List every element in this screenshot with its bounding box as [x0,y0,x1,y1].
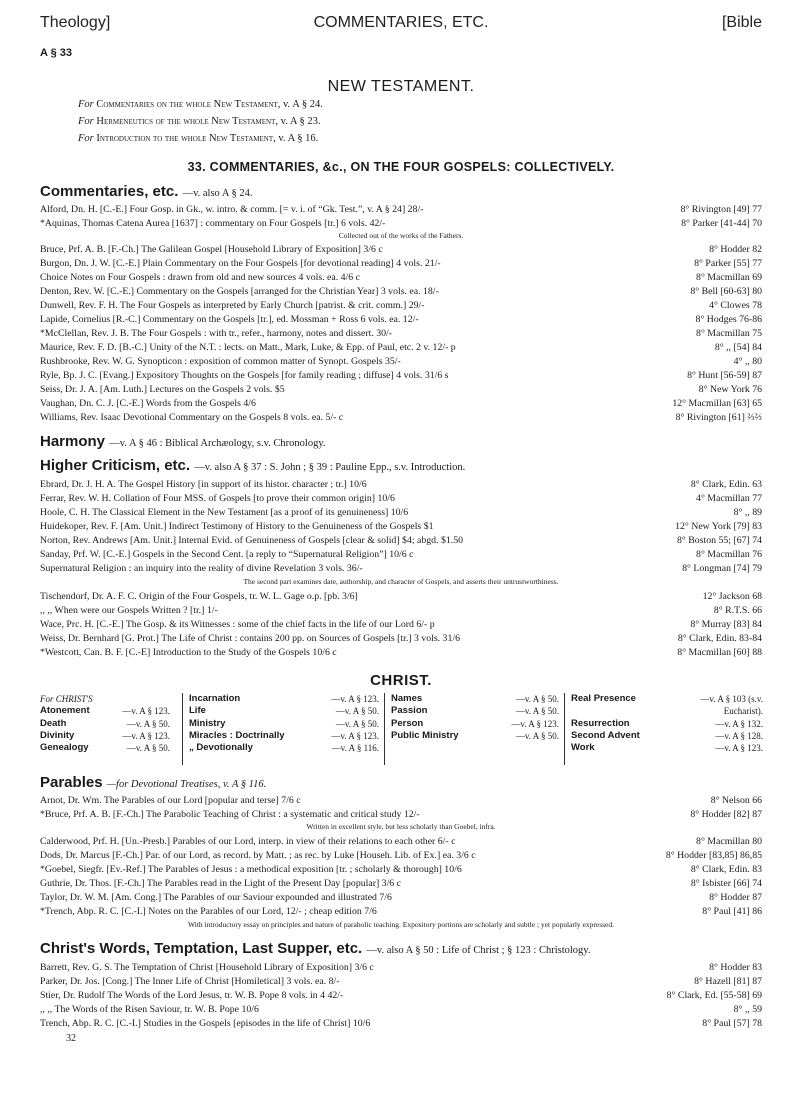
entry-row [40,961,762,975]
entry-text: Calderwood, Prf. H. [Un.-Presb.] Parables of our Lord, interp. in view of their relations to each other 6/- c [40,836,456,847]
catalogue-page [40,0,762,1120]
entry-row [40,369,762,383]
topic: Divinity [40,729,75,741]
grid-entry [571,730,763,742]
topic: Second Advent [571,729,640,741]
entry-text: Supernatural Religion : an inquiry into the reality of divine Revelation 3 vols. 36/- [40,563,363,574]
topic: Atonement [40,705,90,717]
entry-publisher: 8° Clark, Edin. 83-84 [677,633,762,644]
xref-text: Commentaries on the whole New Testament, [96,99,281,110]
xref-text: Hermeneutics of the whole New Testament, [96,116,278,127]
entry-row [40,618,762,632]
entry-publisher: 8° Rivington [49] 77 [680,204,762,215]
xref-prefix: For [78,116,94,127]
grid-entry [391,718,559,730]
entry-text: Weiss, Dr. Bernhard [G. Prot.] The Life of Christ : contains 200 pp. on Sources of Gospels [tr.] 3 vols. 31/6 [40,633,460,644]
commentaries-heading [40,183,252,200]
higher-criticism-heading [40,457,465,474]
entry-text: Alford, Dn. H. [C.-E.] Four Gosp. in Gk., w. intro. & comm. [= v. i. of “Gk. Test.”, v. A § 24] 28/- [40,204,424,215]
entry-row [40,905,762,919]
entry-row [40,835,762,849]
entry-publisher: 8° New York 76 [698,384,762,395]
entry-text: Arnot, Dr. Wm. The Parables of our Lord [popular and terse] 7/6 c [40,795,301,806]
entry-row [40,877,762,891]
entry-publisher: 8° Parker [55] 77 [694,258,762,269]
entry-text: Bruce, Prf. A. B. [F.-Ch.] The Galilean Gospel [Household Library of Exposition] 3/6 c [40,244,383,255]
entry-publisher: 8° Boston 55; [67] 74 [676,535,762,546]
topic-ref: —v. A § 123. [331,730,379,741]
entry-text: Sanday, Prf. W. [C.-E.] Gospels in the Second Cent. [a reply to “Supernatural Religion”] 10/6 c [40,549,414,560]
entry-text: Huidekoper, Rev. F. [Am. Unit.] Indirect Testimony of History to the Genuineness of the Gospels $1 [40,521,434,532]
entry-row [40,257,762,271]
heading-text: Higher Criticism, etc. [40,457,191,474]
christ-crossref-grid [40,693,762,765]
entry-publisher: 8° Hazell [81] 87 [694,976,762,987]
annotation-note: With introductory essay on principles and nature of parabolic teaching. Expository portions are scholarly and subtle ; yet popularly expressed. [187,920,615,929]
entry-row [40,383,762,397]
harmony-heading [40,433,326,450]
entry-text: *Trench, Abp. R. C. [C.-I.] Notes on the Parables of our Lord, 12/- ; cheap edition 7/6 [40,906,377,917]
header-center: COMMENTARIES, ETC. [313,14,489,31]
topic: Names [391,693,423,704]
entry-text: Ebrard, Dr. J. H. A. The Gospel History [in support of its histor. character ; tr.] 10/6 [40,479,367,490]
entry-row [40,1003,762,1017]
entry-row [40,355,762,369]
topic: Real Presence [571,693,636,704]
grid-entry [391,693,559,705]
entry-publisher: 8° Clark, Ed. [55-58] 69 [666,990,762,1001]
entry-row [40,646,762,660]
entry-row [40,299,762,313]
xref-text: Introduction to the whole New Testament, [96,133,276,144]
entry-row [40,411,762,425]
entry-row [40,989,762,1003]
grid-entry [189,742,379,754]
entry-row [40,492,762,506]
entry-text: Lapide, Cornelius [R.-C.] Commentary on the Gospels [tr.], ed. Mossman + Ross 6 vols. ea. 12/- [40,314,419,325]
topic: Public Ministry [391,729,459,741]
entry-text: *McClellan, Rev. J. B. The Four Gospels : with tr., refer., harmony, notes and dissert. 30/- [40,328,393,339]
topic: Life [189,705,206,717]
grid-entry [391,705,559,717]
entry-row [40,534,762,548]
entry-text: Wace, Prc. H. [C.-E.] The Gosp. & its Witnesses : some of the chief facts in the life of our Lord 6/- p [40,619,435,630]
parables-heading [40,774,266,791]
topic-ref: —v. A § 128. [715,730,763,741]
entry-row [40,794,762,808]
grid-column [384,693,559,765]
entry-publisher: 8° Rivington [61] ⅔⅔ [675,412,762,423]
entry-publisher: 8° Paul [57] 78 [702,1018,762,1029]
entry-text: *Westcott, Can. B. F. [C.-E] Introduction to the Study of the Gospels 10/6 c [40,647,337,658]
entry-text: Denton, Rev. W. [C.-E.] Commentary on the Gospels [arranged for the Christian Year] 3 vols. ea. 18/- [40,286,439,297]
entry-publisher: 8° R.T.S. 66 [713,605,762,616]
entry-row [40,975,762,989]
heading-ref: —v. also A § 24. [182,188,253,199]
entry-text: Parker, Dr. Jos. [Cong.] The Inner Life of Christ [Homiletical] 3 vols. ea. 8/- [40,976,340,987]
grid-entry [189,705,379,717]
entry-row [40,863,762,877]
entry-publisher: 8° ,, 89 [733,507,762,518]
entry-text: Rushbrooke, Rev. W. G. Synopticon : exposition of common matter of Synopt. Gospels 35/- [40,356,401,367]
xref-prefix: For [78,99,94,110]
entry-publisher: 12° Jackson 68 [702,591,762,602]
entry-text: Norton, Rev. Andrews [Am. Unit.] Internal Evid. of Genuineness of Gospels [clear & solid] $4; abgd. $1.50 [40,535,463,546]
xref-target: v. A § 23. [280,116,321,127]
entry-text: ,, ,, The Words of the Risen Saviour, tr. W. B. Pope 10/6 [40,1004,259,1015]
entry-row [40,506,762,520]
entry-row [40,341,762,355]
entry-text: Dunwell, Rev. F. H. The Four Gospels as interpreted by Early Church [patrist. & crit. comm.] 29/- [40,300,425,311]
running-header [40,14,762,36]
page-number: 32 [66,1033,76,1044]
entry-publisher: 8° Hodder 87 [709,892,762,903]
grid-entry [189,718,379,730]
entry-publisher: 8° ,, [54] 84 [714,342,762,353]
entry-row [40,590,762,604]
grid-column [40,693,170,765]
entry-publisher: 12° Macmillan [63] 65 [672,398,762,409]
entry-row [40,397,762,411]
entry-text: Burgon, Dn. J. W. [C.-E.] Plain Commentary on the Four Gospels [for devotional reading] 4 vols. 21/- [40,258,441,269]
grid-entry [571,718,763,730]
header-left: Theology] [40,14,111,31]
topic: „ Devotionally [189,742,253,754]
cross-reference [78,116,321,127]
entry-publisher: 8° Macmillan 69 [696,272,762,283]
entry-publisher: 8° Hodges 76-86 [695,314,762,325]
entry-row [40,243,762,257]
entry-publisher: 8° Longman [74] 79 [682,563,762,574]
entry-publisher: 8° Macmillan 75 [696,328,762,339]
section-reference: A § 33 [40,47,73,59]
xref-target: v. A § 16. [278,133,319,144]
heading-text: Harmony [40,433,106,450]
cross-reference [78,133,318,144]
entry-row [40,271,762,285]
christs-words-heading [40,940,591,957]
entry-publisher: 4° Macmillan 77 [696,493,762,504]
entry-publisher: 8° Paul [41] 86 [702,906,762,917]
entry-publisher: 8° Macmillan 76 [696,549,762,560]
topic-ref: —v. A § 132. [715,718,763,729]
heading-ref: —v. A § 46 : Biblical Archæology, s.v. Chronology. [109,438,326,449]
topic-ref: Eucharist). [723,706,763,717]
topic: Genealogy [40,742,89,754]
topic-ref: —v. A § 50. [515,694,559,704]
grid-heading: For CHRIST'S [40,694,93,704]
christ-heading: CHRIST. [370,672,432,689]
entry-row [40,632,762,646]
heading-ref: —v. also A § 50 : Life of Christ ; § 123 : Christology. [366,945,591,956]
topic-ref: —v. A § 123. [331,694,379,704]
entry-publisher: 8° Macmillan [60] 88 [677,647,762,658]
entry-text: Maurice, Rev. F. D. [B.-C.] Unity of the N.T. : lects. on Matt., Mark, Luke, & Epp. of Paul, etc. 2 v. 12/- p [40,342,456,353]
entry-text: Dods, Dr. Marcus [F.-Ch.] Par. of our Lord, as record. by Matt. ; as rec. by Luke [Househ. Lib. of Ex.] ea. 3/6 c [40,850,476,861]
grid-entry [571,742,763,754]
entry-row [40,478,762,492]
entry-publisher: 8° Bell [60-63] 80 [690,286,762,297]
entry-publisher: 4° Clowes 78 [709,300,762,311]
entry-text: Taylor, Dr. W. M. [Am. Cong.] The Parables of our Saviour expounded and illustrated 7/6 [40,892,392,903]
topic-ref: —v. A § 50. [126,743,170,754]
topic: Resurrection [571,717,630,729]
entry-row [40,285,762,299]
entry-text: Barrett, Rev. G. S. The Temptation of Christ [Household Library of Exposition] 3/6 c [40,962,374,973]
entry-text: *Bruce, Prf. A. B. [F.-Ch.] The Parabolic Teaching of Christ : a systematic and critical study 12/- [40,809,420,820]
entry-publisher: 8° Isbister [66] 74 [690,878,762,889]
entry-publisher: 8° Parker [41-44] 70 [681,218,762,229]
header-right: [Bible [721,14,762,31]
grid-entry [189,730,379,742]
entry-text: Stier, Dr. Rudolf The Words of the Lord Jesus, tr. W. B. Pope 8 vols. in 4 42/- [40,990,344,1001]
entry-row [40,849,762,863]
heading-text: Commentaries, etc. [40,183,179,200]
entry-text: ,, ,, When were our Gospels Written ? [tr.] 1/- [40,605,218,616]
annotation-note: Written in excellent style, but less scholarly than Goebel, infra. [306,822,496,831]
entry-text: Vaughan, Dn. C. J. [C.-E.] Words from the Gospels 4/6 [40,398,256,409]
entry-publisher: 8° Hunt [56-59] 87 [687,370,762,381]
grid-entry [571,693,763,705]
grid-entry [189,693,379,705]
grid-column [182,693,379,765]
entry-publisher: 8° Hodder [83,85] 86,85 [665,850,762,861]
grid-entry [40,742,170,754]
entry-text: Choice Notes on Four Gospels : drawn from old and new sources 4 vols. ea. 4/6 c [40,272,360,283]
heading-text: Parables [40,774,103,791]
entry-row [40,1017,762,1031]
entry-publisher: 8° Hodder 82 [709,244,762,255]
xref-target: v. A § 24. [282,99,323,110]
entry-row [40,203,762,217]
entry-text: Guthrie, Dr. Thos. [F.-Ch.] The Parables read in the Light of the Present Day [popular] 3/6 c [40,878,401,889]
topic-ref: —v. A § 50. [335,718,379,729]
entry-row [40,562,762,576]
topic: Death [40,717,67,729]
xref-prefix: For [78,133,94,144]
cross-reference [78,99,323,110]
topic: Work [571,742,595,754]
entry-publisher: 8° Macmillan 80 [696,836,762,847]
grid-entry [40,730,170,742]
topic-ref: —v. A § 50. [515,730,559,741]
entry-text: Tischendorf, Dr. A. F. C. Origin of the Four Gospels, tr. W. L. Gage o.p. [pb. 3/6] [40,591,358,602]
annotation-note: Collected out of the works of the Fathers. [338,231,464,240]
entry-publisher: 8° Hodder [82] 87 [690,809,762,820]
entry-text: Ferrar, Rev. W. H. Collation of Four MSS. of Gospels [to prove their common origin] 10/6 [40,493,395,504]
grid-entry [571,705,763,717]
entry-row [40,217,762,231]
new-testament-heading: NEW TESTAMENT. [327,78,475,95]
topic-ref: —v. A § 123. [122,706,170,717]
topic: Miracles : Doctrinally [189,729,285,741]
entry-row [40,808,762,822]
grid-entry [40,705,170,717]
topic-ref: —v. A § 116. [331,743,379,754]
entry-publisher: 8° Nelson 66 [710,795,762,806]
entry-text: *Goebel, Siegfr. [Ev.-Ref.] The Parables of Jesus : a methodical exposition [tr. ; scholarly & thorough] 10/6 [40,864,462,875]
topic: Incarnation [189,693,241,704]
section-33-heading: 33. COMMENTARIES, &c., ON THE FOUR GOSPELS: COLLECTIVELY. [187,160,615,174]
topic-ref: —v. A § 123. [511,718,559,729]
heading-ref: —v. also A § 37 : S. John ; § 39 : Pauline Epp., s.v. Introduction. [194,462,466,473]
entry-text: Seiss, Dr. J. A. [Am. Luth.] Lectures on the Gospels 2 vols. $5 [40,384,285,395]
entry-publisher: 8° Murray [83] 84 [690,619,762,630]
entry-text: *Aquinas, Thomas Catena Aurea [1637] : commentary on Four Gospels [tr.] 6 vols. 42/- [40,218,386,229]
entry-publisher: 8° Clark, Edin. 63 [690,479,762,490]
entry-publisher: 8° Hodder 83 [709,962,762,973]
grid-entry [40,718,170,730]
entry-text: Trench, Abp. R. C. [C.-I.] Studies in the Gospels [episodes in the life of Christ] 10/6 [40,1018,371,1029]
entry-publisher: 4° ,, 80 [733,356,762,367]
entry-row [40,313,762,327]
topic-ref: —v. A § 123. [715,743,763,754]
topic-ref: —v. A § 50. [126,718,170,729]
topic: Passion [391,705,428,717]
heading-ref: —for Devotional Treatises, v. A § 116. [106,779,267,790]
entry-text: Ryle, Bp. J. C. [Evang.] Expository Thoughts on the Gospels [for family reading ; diffuse] 4 vols. 31/6 s [40,370,449,381]
topic-ref: —v. A § 123. [122,730,170,741]
heading-text: Christ's Words, Temptation, Last Supper, etc. [40,940,363,957]
entry-row [40,604,762,618]
grid-entry [391,730,559,742]
entry-row [40,520,762,534]
entry-publisher: 12° New York [79] 83 [675,521,762,532]
topic: Person [391,717,424,729]
entry-text: Williams, Rev. Isaac Devotional Commentary on the Gospels 8 vols. ea. 5/- c [40,412,344,423]
annotation-note: The second part examines date, authorship, and character of Gospels, and asserts their untrustworthiness. [243,577,559,586]
topic-ref: —v. A § 50. [335,706,379,717]
entry-row [40,327,762,341]
topic-ref: —v. A § 50. [515,706,559,717]
entry-publisher: 8° Clark, Edin. 83 [690,864,762,875]
topic: Ministry [189,717,226,729]
entry-row [40,548,762,562]
entry-publisher: 8° ,, 59 [733,1004,762,1015]
topic-ref: —v. A § 103 (s.v. [700,694,763,704]
entry-text: Hoole, C. H. The Classical Element in the New Testament [as a proof of its genuineness] 10/6 [40,507,409,518]
entry-row [40,891,762,905]
grid-column [564,693,763,765]
